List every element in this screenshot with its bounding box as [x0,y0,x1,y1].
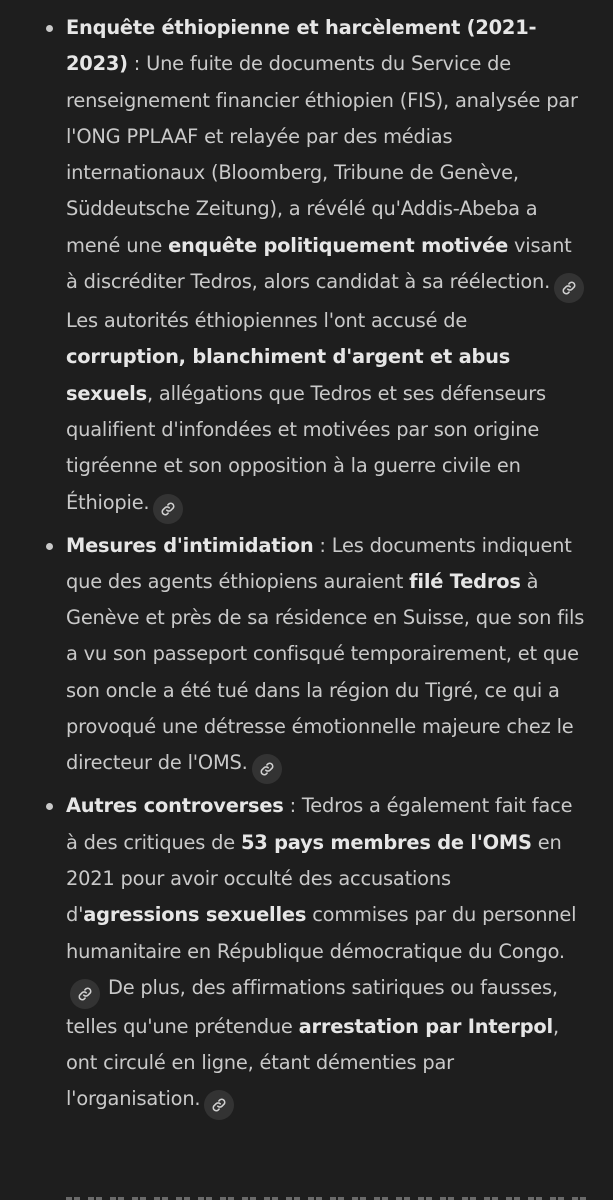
bullet-dot [46,25,53,32]
bold-text: Enquête éthiopienne et harcèlement (2021-2023) [66,16,537,76]
response-content [0,10,613,1124]
body-text: De plus, des affirmations satiriques ou fausses, telles qu'une prétendue [66,975,558,1038]
link-icon [160,501,176,517]
bold-text: Mesures d'intimidation [66,533,314,557]
link-icon [77,986,93,1002]
bullet-list [0,10,613,1120]
body-text: commises par du personnel humanitaire en République démocratique du Congo. [66,903,577,963]
body-text: , ont circulé en ligne, étant démenties par l'organisation. [66,1014,559,1111]
citation-link-button[interactable] [252,754,282,784]
list-item [0,528,613,785]
bullet-dot [46,543,53,550]
bullet-dot [46,803,53,810]
link-icon [561,280,577,296]
list-item [0,10,613,524]
bold-text: agressions sexuelles [83,903,307,927]
bold-text: Autres controverses [66,794,284,818]
bold-text: corruption, blanchiment d'argent et abus sexuels [66,345,511,405]
body-text: en 2021 pour avoir occulté des accusations d' [66,830,562,927]
bold-text: filé Tedros [409,569,521,593]
body-text: à Genève et près de sa résidence en Suisse, que son fils a vu son passeport confisqué temporairement, et que son oncle a été tué dans la région du Tigré, ce qui a provoqué une détresse émotionnelle majeure chez le directeur de l'OMS. [66,569,585,775]
bold-text: arrestation par Interpol [298,1014,553,1038]
citation-link-button[interactable] [554,273,584,303]
bold-text: 53 pays membres de l'OMS [240,830,532,854]
link-icon [259,761,275,777]
body-text: visant à discréditer Tedros, alors candidat à sa réélection. [66,233,572,294]
bold-text: enquête politiquement motivée [168,233,509,257]
link-icon [211,1097,227,1113]
body-text: : Une fuite de documents du Service de renseignement financier éthiopien (FIS), analysée par l'ONG PPLAAF et relayée par des médias internationaux (Bloomberg, Tribune de Genève, Süddeutsche Zeitung), a révélé qu'Addis-Abeba a mené une [66,52,578,257]
body-text: , allégations que Tedros et ses défenseurs qualifient d'infondées et motivées par son origine tigréenne et son opposition à la guerre civile en Éthiopie. [66,381,546,514]
truncated-next-line [66,1190,586,1200]
body-text: : Les documents indiquent que des agents éthiopiens auraient [66,533,572,593]
body-text: Les autorités éthiopiennes l'ont accusé de [66,309,468,333]
body-text: : Tedros a également fait face à des critiques de [66,794,573,854]
list-item [0,788,613,1120]
citation-link-button[interactable] [70,979,100,1009]
citation-link-button[interactable] [153,494,183,524]
citation-link-button[interactable] [204,1090,234,1120]
